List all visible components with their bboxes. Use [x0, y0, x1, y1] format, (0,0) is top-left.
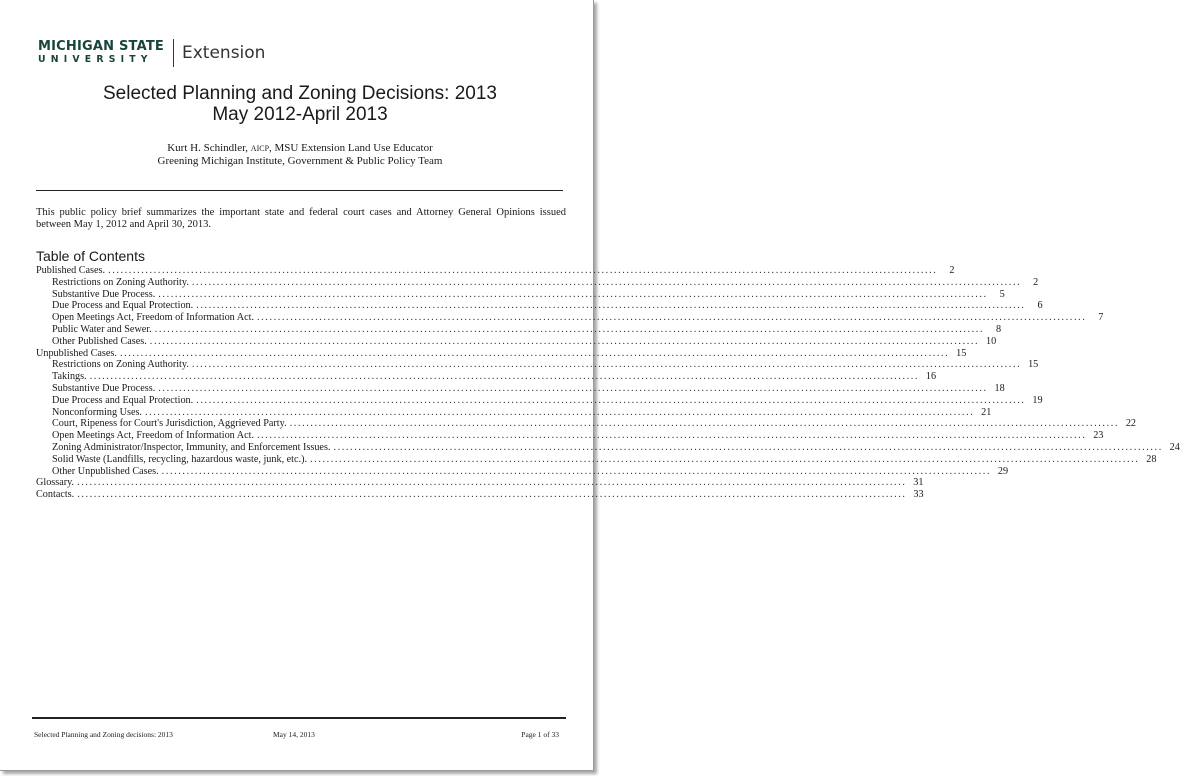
- toc-entry-page: 16: [925, 371, 937, 383]
- document-subtitle: May 2012-April 2013: [212, 104, 388, 125]
- document-title: Selected Planning and Zoning Decisions: 2013: [103, 83, 497, 104]
- toc-entry-label: Published Cases.: [36, 265, 106, 276]
- toc-leader-dots: ........................................................................................................................................................................................................: [191, 276, 1022, 288]
- toc-leader-dots: ........................................................................................................................................................................................................: [149, 335, 980, 347]
- toc-entry[interactable]: [36, 335, 997, 348]
- toc-entry-page: 15: [956, 347, 967, 359]
- toc-entry[interactable]: [36, 359, 1039, 371]
- toc-entry-label: Court, Ripeness for Court's Jurisdiction, Aggrieved Party.: [52, 418, 287, 430]
- footer-divider: [32, 717, 566, 719]
- toc-entry[interactable]: [36, 300, 1043, 312]
- toc-leader-dots: ........................................................................................................................................................................................................: [161, 465, 992, 477]
- author-role: , MSU Extension Land Use Educator: [269, 142, 433, 154]
- toc-entry[interactable]: [36, 312, 1104, 324]
- toc-entry[interactable]: [36, 477, 924, 489]
- toc-entry-label: Other Published Cases.: [52, 335, 147, 347]
- toc-entry[interactable]: [36, 371, 937, 383]
- toc-entry-label: Restrictions on Zoning Authority.: [52, 359, 189, 371]
- footer-date: May 14, 2013: [273, 730, 315, 739]
- toc-entry-page: 10: [985, 335, 997, 347]
- logo-divider: [173, 39, 174, 67]
- toc-entry-label: Substantive Due Process.: [52, 382, 156, 394]
- toc-entry[interactable]: [36, 430, 1104, 442]
- toc-entry-page: 21: [981, 406, 992, 418]
- toc-leader-dots: ........................................................................................................................................................................................................: [158, 382, 988, 394]
- toc-leader-dots: ........................................................................................................................................................................................................: [191, 359, 1022, 371]
- footer-left: Selected Planning and Zoning decisions: 2013: [34, 730, 173, 739]
- toc-entry[interactable]: [36, 418, 1136, 430]
- toc-entry-label: Glossary.: [36, 477, 75, 489]
- toc-entry-page: 8: [996, 323, 1002, 335]
- toc-entry-label: Nonconforming Uses.: [52, 406, 142, 418]
- toc-entry-label: Contacts.: [36, 489, 75, 501]
- toc-heading: Table of Contents: [36, 248, 145, 264]
- toc-entry-label: Takings.: [52, 371, 87, 383]
- toc-entry-page: 31: [913, 477, 924, 489]
- msu-extension-logo: [38, 38, 265, 68]
- toc-leader-dots: ........................................................................................................................................................................................................: [196, 300, 1026, 312]
- toc-leader-dots: ........................................................................................................................................................................................................: [257, 430, 1087, 442]
- toc-entry-label: Zoning Administrator/Inspector, Immunity, and Enforcement Issues.: [52, 441, 331, 453]
- msu-wordmark: [38, 40, 164, 66]
- toc-entry-label: Open Meetings Act, Freedom of Information Act.: [52, 312, 255, 324]
- toc-leader-dots: ........................................................................................................................................................................................................: [119, 347, 950, 359]
- logo-university-text: UNIVERSITY: [38, 54, 153, 65]
- toc-entry[interactable]: [36, 347, 967, 360]
- author-credential: AICP: [250, 144, 270, 153]
- toc-leader-dots: ........................................................................................................................................................................................................: [144, 406, 975, 418]
- summary-paragraph: This public policy brief summarizes the important state and federal court cases and Attorney General Opinions issued between May 1, 2012 and April 30, 2013.: [36, 207, 566, 230]
- toc-entry[interactable]: [36, 465, 1009, 478]
- toc-entry-label: Public Water and Sewer.: [52, 323, 152, 335]
- toc-entry-page: 2: [949, 265, 955, 276]
- toc-entry-page: 28: [1146, 453, 1157, 465]
- toc-leader-dots: ........................................................................................................................................................................................................: [257, 312, 1087, 324]
- toc-entry[interactable]: [36, 394, 1043, 407]
- toc-entry-page: 2: [1033, 276, 1039, 288]
- toc-entry[interactable]: [36, 382, 1005, 395]
- toc-leader-dots: ........................................................................................................................................................................................................: [89, 371, 920, 383]
- toc-entry-page: 19: [1032, 394, 1043, 406]
- toc-entry-page: 29: [997, 465, 1009, 477]
- toc-leader-dots: ........................................................................................................................................................................................................: [154, 323, 985, 335]
- toc-entry-label: Due Process and Equal Protection.: [52, 394, 194, 406]
- toc-entry[interactable]: [36, 489, 924, 501]
- toc-entry-label: Substantive Due Process.: [52, 288, 156, 300]
- toc-entry[interactable]: [36, 406, 992, 419]
- toc-entry-label: Solid Waste (Landfills, recycling, hazardous waste, junk, etc.).: [52, 453, 308, 465]
- logo-msu-text: MICHIGAN STATE: [38, 39, 164, 54]
- toc-entry[interactable]: [36, 288, 1005, 301]
- toc-leader-dots: ........................................................................................................................................................................................................: [77, 477, 907, 489]
- toc-leader-dots: ........................................................................................................................................................................................................: [108, 265, 938, 276]
- toc-entry-page: 6: [1037, 300, 1043, 312]
- toc-leader-dots: ........................................................................................................................................................................................................: [333, 441, 1163, 453]
- toc-entry-label: Unpublished Cases.: [36, 347, 117, 359]
- toc-entry[interactable]: [36, 276, 1039, 289]
- toc-entry-label: Restrictions on Zoning Authority.: [52, 276, 189, 288]
- toc-entry-page: 7: [1098, 312, 1104, 324]
- toc-leader-dots: ........................................................................................................................................................................................................: [158, 288, 988, 300]
- footer-page-number: Page 1 of 33: [521, 730, 559, 739]
- toc-leader-dots: ........................................................................................................................................................................................................: [77, 489, 907, 501]
- toc-entry-page: 15: [1028, 359, 1039, 371]
- table-of-contents: [36, 265, 1180, 501]
- toc-entry-page: 33: [913, 489, 924, 501]
- logo-extension-text: Extension: [182, 43, 266, 63]
- toc-entry-page: 18: [994, 382, 1005, 394]
- toc-leader-dots: ........................................................................................................................................................................................................: [196, 394, 1026, 406]
- toc-entry-label: Other Unpublished Cases.: [52, 465, 159, 477]
- toc-entry[interactable]: [36, 265, 955, 277]
- toc-leader-dots: ........................................................................................................................................................................................................: [289, 418, 1119, 430]
- toc-entry-page: 23: [1093, 430, 1104, 442]
- toc-entry[interactable]: [36, 453, 1157, 466]
- toc-entry-page: 5: [999, 288, 1005, 300]
- toc-entry[interactable]: [36, 323, 1002, 336]
- toc-entry-label: Open Meetings Act, Freedom of Information Act.: [52, 430, 255, 442]
- header-divider: [36, 190, 563, 191]
- toc-entry-page: 22: [1125, 418, 1136, 430]
- author-line: [0, 142, 600, 155]
- toc-entry-page: 24: [1169, 441, 1180, 453]
- author-name: Kurt H. Schindler,: [167, 142, 251, 154]
- toc-entry-label: Due Process and Equal Protection.: [52, 300, 194, 312]
- author-affiliation: Greening Michigan Institute, Government & Public Policy Team: [157, 155, 443, 167]
- toc-leader-dots: ........................................................................................................................................................................................................: [310, 453, 1140, 465]
- toc-entry[interactable]: [36, 441, 1180, 454]
